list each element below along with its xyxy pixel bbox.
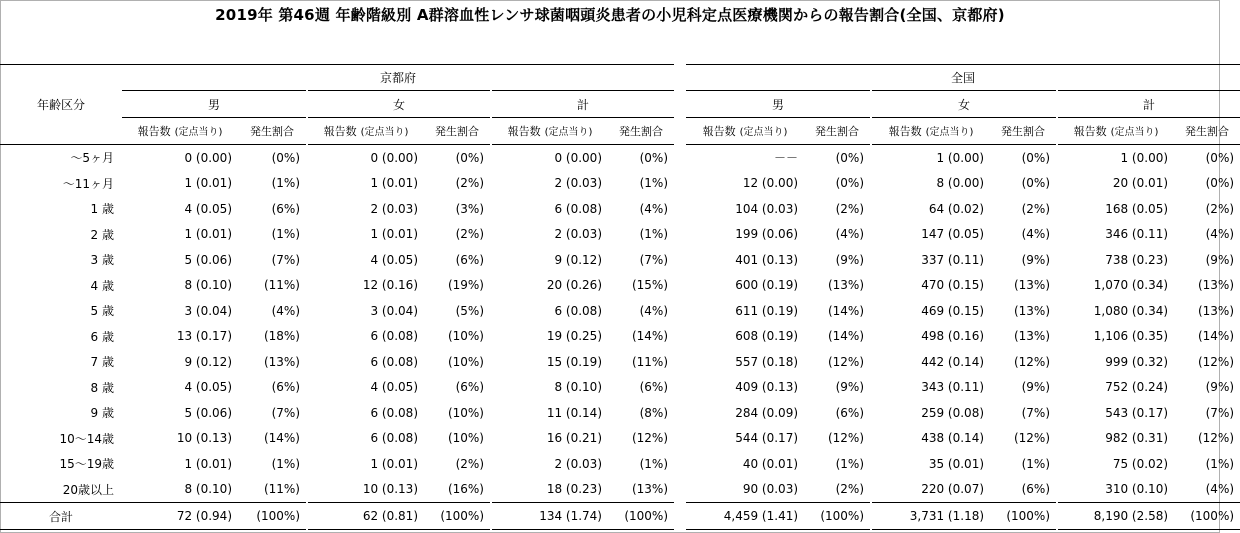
ratio-cell: (14%): [827, 303, 865, 318]
report-count-cell: 409 (0.13): [735, 380, 799, 395]
report-count-cell: 1 (0.01): [184, 456, 232, 471]
age-group-label: 20歳以上: [62, 482, 114, 497]
ratio-cell: (2%): [1021, 201, 1051, 216]
report-count-cell: 4 (0.05): [370, 252, 418, 267]
ratio-cell: (0%): [608, 145, 674, 171]
ratio-cell: (4%): [1021, 227, 1051, 242]
table-row: [0, 324, 1240, 350]
report-table: [0, 64, 1240, 530]
count-header-note: (定点当り): [739, 127, 788, 138]
ratio-column-header: 発生割合: [804, 118, 870, 145]
ratio-cell: (3%): [455, 201, 484, 216]
ratio-cell: (11%): [631, 354, 669, 369]
report-count-cell: 20 (0.26): [546, 278, 602, 293]
report-count-cell: 498 (0.16): [921, 329, 985, 344]
report-count-cell: 35 (0.01): [928, 456, 985, 471]
total-label: 合計: [0, 503, 122, 530]
count-header-label: 報告数: [1073, 125, 1107, 138]
report-count-cell: 1 (0.01): [184, 227, 232, 242]
table-row: [0, 375, 1240, 401]
ratio-cell: (10%): [447, 405, 484, 420]
count-header-label: 報告数: [323, 125, 357, 138]
report-count-cell: 469 (0.15): [921, 303, 985, 318]
table-row: [0, 426, 1240, 452]
report-count-cell: 8 (0.00): [936, 176, 985, 191]
report-count-cell: 2 (0.03): [554, 456, 602, 471]
report-count-cell: 259 (0.08): [921, 405, 985, 420]
age-column-header: 年齢区分: [0, 65, 122, 145]
ratio-cell: (2%): [835, 201, 865, 216]
ratio-cell: (100%): [424, 503, 490, 530]
ratio-cell: (2%): [455, 456, 484, 471]
report-count-cell: 6 (0.08): [554, 201, 602, 216]
ratio-cell: (9%): [1021, 380, 1051, 395]
age-group-label: ～11ヶ月: [62, 176, 114, 191]
count-header-note: (定点当り): [360, 127, 409, 138]
table-row: [0, 349, 1240, 375]
ratio-cell: (13%): [1013, 303, 1051, 318]
ratio-cell: (1%): [271, 176, 300, 191]
ratio-column-header: 発生割合: [990, 118, 1056, 145]
table-row: [0, 222, 1240, 248]
report-count-cell: 6 (0.08): [554, 303, 602, 318]
ratio-cell: (6%): [639, 380, 669, 395]
report-count-cell: 1,070 (0.34): [1093, 278, 1169, 293]
report-count-cell: 1,106 (0.35): [1093, 329, 1169, 344]
ratio-cell: (13%): [1197, 278, 1235, 293]
ratio-cell: (5%): [455, 303, 484, 318]
ratio-cell: (7%): [1205, 405, 1235, 420]
report-count-cell: 310 (0.10): [1105, 482, 1169, 497]
ratio-cell: (4%): [835, 227, 865, 242]
ratio-cell: (100%): [1174, 503, 1240, 530]
ratio-cell: (6%): [1021, 482, 1051, 497]
age-group-label: 7 歳: [90, 355, 114, 370]
report-count-cell: 401 (0.13): [735, 252, 799, 267]
age-group-label: 15～19歳: [59, 457, 114, 472]
count-header-note: (定点当り): [544, 127, 593, 138]
ratio-cell: (13%): [827, 278, 865, 293]
report-count-cell: 346 (0.11): [1105, 227, 1169, 242]
age-group-label: 9 歳: [90, 406, 114, 421]
ratio-cell: (0%): [804, 145, 870, 171]
ratio-cell: (1%): [1205, 456, 1235, 471]
count-column-header: [492, 118, 608, 145]
report-count-cell: 543 (0.17): [1105, 405, 1169, 420]
report-count-cell: 1 (0.01): [370, 227, 418, 242]
report-count-cell: 4,459 (1.41): [686, 503, 804, 530]
report-count-cell: 0 (0.00): [492, 145, 608, 171]
count-header-note: (定点当り): [925, 127, 974, 138]
ratio-cell: (11%): [263, 278, 300, 293]
report-count-cell: 9 (0.12): [184, 354, 232, 369]
report-count-cell: 10 (0.13): [362, 482, 418, 497]
ratio-cell: (1%): [639, 227, 669, 242]
report-count-cell: 2 (0.03): [554, 176, 602, 191]
report-count-cell: 999 (0.32): [1105, 354, 1169, 369]
report-count-cell: 40 (0.01): [742, 456, 799, 471]
ratio-cell: (14%): [631, 329, 669, 344]
ratio-cell: (13%): [1197, 303, 1235, 318]
report-count-cell: 343 (0.11): [921, 380, 985, 395]
report-count-cell: 8 (0.10): [554, 380, 602, 395]
report-count-cell: 168 (0.05): [1105, 201, 1169, 216]
age-group-label: 4 歳: [90, 278, 114, 293]
ratio-cell: (19%): [447, 278, 484, 293]
ratio-column-header: 発生割合: [608, 118, 674, 145]
table-row: [0, 273, 1240, 299]
ratio-cell: (100%): [608, 503, 674, 530]
report-count-cell: 1 (0.01): [370, 456, 418, 471]
report-count-cell: 6 (0.08): [370, 329, 418, 344]
report-count-cell: 72 (0.94): [122, 503, 238, 530]
ratio-cell: (12%): [1197, 354, 1235, 369]
ratio-cell: (6%): [271, 201, 300, 216]
report-count-cell: 1 (0.01): [370, 176, 418, 191]
ratio-cell: (13%): [263, 354, 300, 369]
ratio-cell: (14%): [1197, 329, 1235, 344]
ratio-cell: (0%): [1205, 176, 1235, 191]
ratio-cell: (4%): [1205, 482, 1235, 497]
table-row: [0, 145, 1240, 171]
report-count-cell: 3 (0.04): [184, 303, 232, 318]
ratio-cell: (4%): [639, 303, 669, 318]
report-count-cell: 2 (0.03): [554, 227, 602, 242]
ratio-cell: (12%): [1197, 431, 1235, 446]
ratio-column-header: 発生割合: [424, 118, 490, 145]
report-count-cell: 608 (0.19): [735, 329, 799, 344]
ratio-cell: (0%): [1021, 176, 1051, 191]
report-count-cell: 0 (0.00): [122, 145, 238, 171]
report-count-cell: 8,190 (2.58): [1058, 503, 1174, 530]
report-count-cell: 5 (0.06): [184, 252, 232, 267]
ratio-cell: (6%): [835, 405, 865, 420]
ratio-cell: (13%): [1013, 329, 1051, 344]
report-count-cell: 18 (0.23): [546, 482, 602, 497]
table-row: [0, 247, 1240, 273]
ratio-cell: (6%): [455, 252, 484, 267]
report-count-cell: 3 (0.04): [370, 303, 418, 318]
age-group-label: 5 歳: [90, 304, 114, 319]
report-count-cell: 1 (0.01): [184, 176, 232, 191]
count-column-header: [308, 118, 424, 145]
ratio-cell: (11%): [263, 482, 300, 497]
ratio-cell: (10%): [447, 329, 484, 344]
report-count-cell: 1 (0.00): [872, 145, 990, 171]
report-count-cell: 2 (0.03): [370, 201, 418, 216]
ratio-cell: (7%): [271, 252, 300, 267]
ratio-column-header: 発生割合: [1174, 118, 1240, 145]
report-count-cell: 1 (0.00): [1058, 145, 1174, 171]
report-count-cell: 90 (0.03): [742, 482, 799, 497]
report-count-cell: 738 (0.23): [1105, 252, 1169, 267]
report-count-cell: 12 (0.00): [742, 176, 799, 191]
report-count-cell: 10 (0.13): [176, 431, 232, 446]
ratio-cell: (13%): [631, 482, 669, 497]
age-group-label: ～5ヶ月: [0, 145, 122, 171]
ratio-cell: (1%): [271, 456, 300, 471]
ratio-cell: (12%): [827, 431, 865, 446]
total-row: [0, 503, 1240, 530]
age-group-label: 2 歳: [90, 227, 114, 242]
ratio-cell: (18%): [263, 329, 300, 344]
report-count-cell: 75 (0.02): [1112, 456, 1169, 471]
sex-header-kyoto-total: 計: [492, 91, 674, 118]
ratio-cell: (7%): [271, 405, 300, 420]
ratio-cell: (12%): [827, 354, 865, 369]
age-group-label: 10～14歳: [59, 431, 114, 446]
report-count-cell: 104 (0.03): [735, 201, 799, 216]
sex-header-zenkoku-total: 計: [1058, 91, 1240, 118]
ratio-column-header: 発生割合: [238, 118, 306, 145]
ratio-cell: (8%): [639, 405, 669, 420]
ratio-cell: (100%): [238, 503, 306, 530]
ratio-cell: (4%): [271, 303, 300, 318]
ratio-cell: (15%): [631, 278, 669, 293]
report-count-cell: 15 (0.19): [546, 354, 602, 369]
count-header-label: 報告数: [137, 125, 171, 138]
report-count-cell: 6 (0.08): [370, 405, 418, 420]
report-count-cell: 199 (0.06): [735, 227, 799, 242]
count-column-header: [872, 118, 990, 145]
ratio-cell: (1%): [835, 456, 865, 471]
report-count-cell: 752 (0.24): [1105, 380, 1169, 395]
report-count-cell: 4 (0.05): [370, 380, 418, 395]
ratio-cell: (100%): [990, 503, 1056, 530]
report-count-cell: 147 (0.05): [921, 227, 985, 242]
report-count-cell: 557 (0.18): [735, 354, 799, 369]
ratio-cell: (9%): [1205, 380, 1235, 395]
table-row: [0, 171, 1240, 197]
report-count-cell: 438 (0.14): [921, 431, 985, 446]
report-count-cell: 16 (0.21): [546, 431, 602, 446]
age-group-label: 6 歳: [90, 329, 114, 344]
ratio-cell: (0%): [835, 176, 865, 191]
count-header-label: 報告数: [702, 125, 736, 138]
ratio-cell: (10%): [447, 354, 484, 369]
ratio-cell: (6%): [271, 380, 300, 395]
report-count-cell: 8 (0.10): [184, 482, 232, 497]
ratio-cell: (1%): [271, 227, 300, 242]
ratio-cell: (12%): [1013, 431, 1051, 446]
count-header-note: (定点当り): [1110, 127, 1159, 138]
count-header-note: (定点当り): [174, 127, 223, 138]
ratio-cell: (14%): [263, 431, 300, 446]
ratio-cell: (0%): [238, 145, 306, 171]
sex-header-kyoto-female: 女: [308, 91, 490, 118]
ratio-cell: (13%): [1013, 278, 1051, 293]
ratio-cell: (1%): [639, 176, 669, 191]
report-count-cell: 64 (0.02): [928, 201, 985, 216]
table-row: [0, 298, 1240, 324]
sex-header-zenkoku-male: 男: [686, 91, 870, 118]
report-count-cell: 5 (0.06): [184, 405, 232, 420]
count-header-label: 報告数: [888, 125, 922, 138]
table-row: [0, 400, 1240, 426]
report-count-cell: 600 (0.19): [735, 278, 799, 293]
report-count-cell: 284 (0.09): [735, 405, 799, 420]
ratio-cell: (4%): [1205, 227, 1235, 242]
sex-header-kyoto-male: 男: [122, 91, 306, 118]
report-count-cell: 611 (0.19): [735, 303, 799, 318]
age-group-label: 1 歳: [90, 202, 114, 217]
report-count-cell: 4 (0.05): [184, 380, 232, 395]
report-count-cell: 337 (0.11): [921, 252, 985, 267]
report-count-cell: 0 (0.00): [308, 145, 424, 171]
report-count-cell: 6 (0.08): [370, 354, 418, 369]
report-count-cell: 134 (1.74): [492, 503, 608, 530]
report-table-body: [0, 65, 1240, 530]
ratio-cell: (10%): [447, 431, 484, 446]
report-count-cell: 11 (0.14): [546, 405, 602, 420]
ratio-cell: (2%): [1205, 201, 1235, 216]
table-row: [0, 196, 1240, 222]
report-count-cell: 544 (0.17): [735, 431, 799, 446]
report-count-cell: 9 (0.12): [554, 252, 602, 267]
ratio-cell: (6%): [455, 380, 484, 395]
report-count-cell: 8 (0.10): [184, 278, 232, 293]
ratio-cell: (12%): [1013, 354, 1051, 369]
report-count-cell: 220 (0.07): [921, 482, 985, 497]
ratio-cell: (2%): [835, 482, 865, 497]
region-header-zenkoku: 全国: [686, 65, 1240, 91]
count-column-header: [686, 118, 804, 145]
sex-header-zenkoku-female: 女: [872, 91, 1056, 118]
ratio-cell: (9%): [835, 252, 865, 267]
age-group-label: 8 歳: [90, 380, 114, 395]
ratio-cell: (12%): [631, 431, 669, 446]
report-title: 2019年 第46週 年齢階級別 A群溶血性レンサ球菌咽頭炎患者の小児科定点医療機関からの報告割合(全国、京都府): [215, 6, 1005, 24]
ratio-cell: (0%): [1174, 145, 1240, 171]
ratio-cell: (14%): [827, 329, 865, 344]
ratio-cell: (9%): [1205, 252, 1235, 267]
report-count-cell: 982 (0.31): [1105, 431, 1169, 446]
report-count-cell: 4 (0.05): [184, 201, 232, 216]
table-row: [0, 477, 1240, 503]
region-header-kyoto: 京都府: [122, 65, 674, 91]
report-count-cell: 13 (0.17): [176, 329, 232, 344]
report-count-cell: －－: [686, 145, 804, 171]
report-count-cell: 442 (0.14): [921, 354, 985, 369]
age-group-label: 3 歳: [90, 253, 114, 268]
ratio-cell: (2%): [455, 176, 484, 191]
ratio-cell: (16%): [447, 482, 484, 497]
ratio-cell: (2%): [455, 227, 484, 242]
ratio-cell: (0%): [990, 145, 1056, 171]
report-count-cell: 20 (0.01): [1112, 176, 1169, 191]
ratio-cell: (7%): [1021, 405, 1051, 420]
report-count-cell: 12 (0.16): [362, 278, 418, 293]
report-count-cell: 6 (0.08): [370, 431, 418, 446]
report-count-cell: 470 (0.15): [921, 278, 985, 293]
count-column-header: [1058, 118, 1174, 145]
report-count-cell: 19 (0.25): [546, 329, 602, 344]
ratio-cell: (7%): [639, 252, 669, 267]
table-row: [0, 451, 1240, 477]
ratio-cell: (9%): [1021, 252, 1051, 267]
count-column-header: [122, 118, 238, 145]
report-count-cell: 3,731 (1.18): [872, 503, 990, 530]
ratio-cell: (9%): [835, 380, 865, 395]
ratio-cell: (0%): [424, 145, 490, 171]
count-header-label: 報告数: [507, 125, 541, 138]
report-count-cell: 1,080 (0.34): [1093, 303, 1169, 318]
ratio-cell: (1%): [1021, 456, 1051, 471]
report-count-cell: 62 (0.81): [308, 503, 424, 530]
ratio-cell: (1%): [639, 456, 669, 471]
ratio-cell: (4%): [639, 201, 669, 216]
ratio-cell: (100%): [804, 503, 870, 530]
